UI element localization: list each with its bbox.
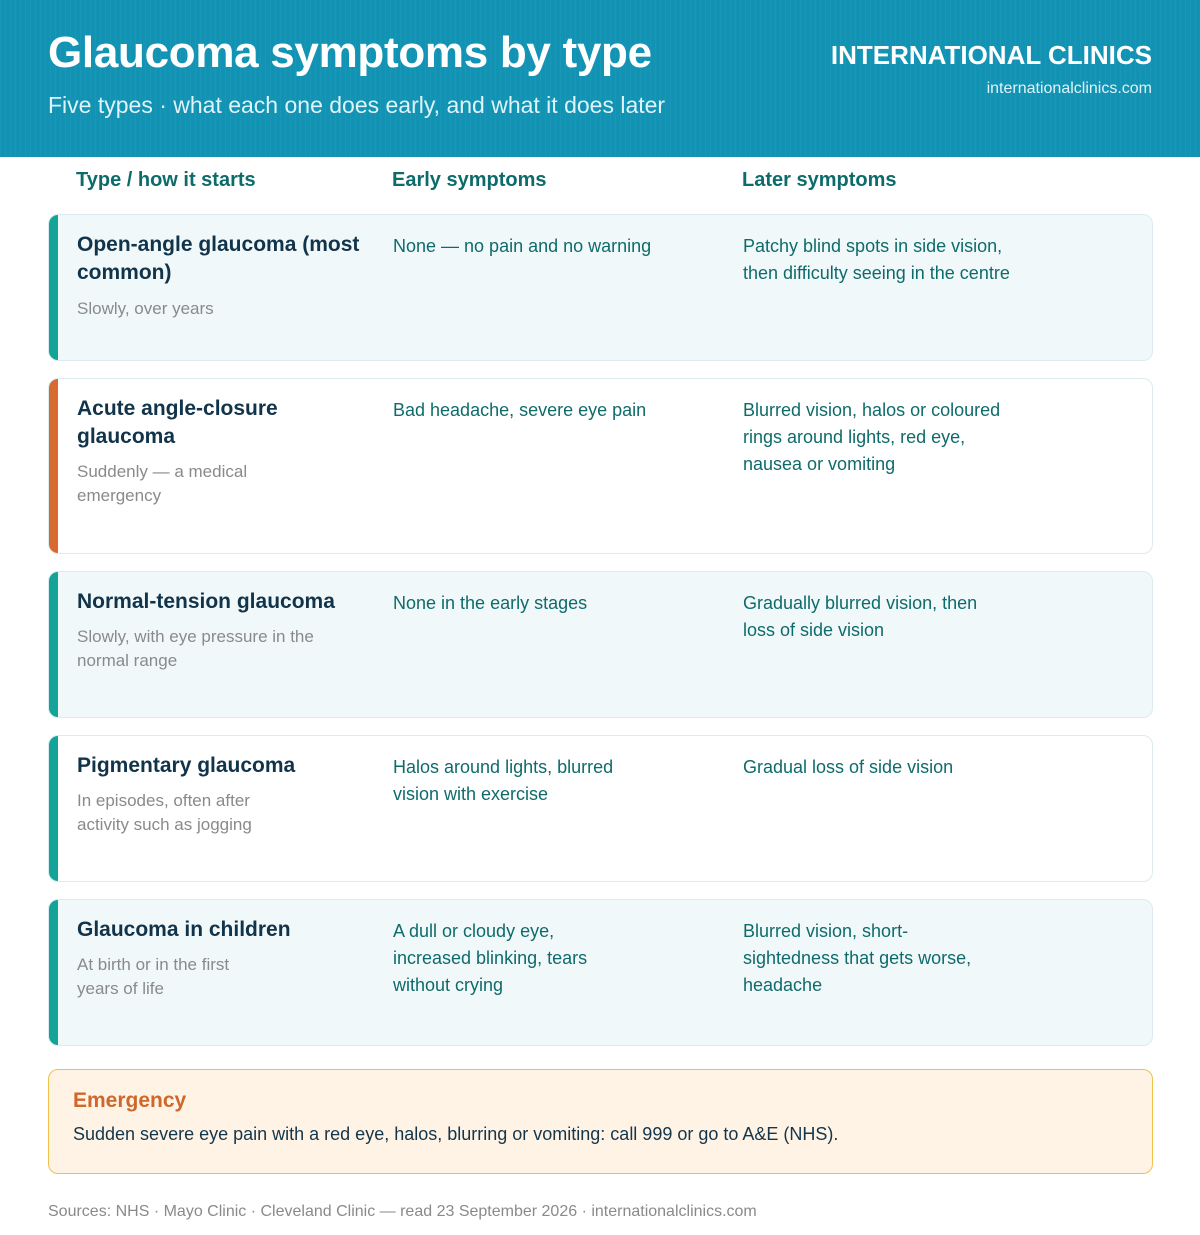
type-onset: Slowly, over years: [77, 299, 214, 318]
page-title: Glaucoma symptoms by type: [48, 28, 652, 77]
type-onset: At birth or in the first years of life: [77, 955, 230, 998]
row-accent-bar: [49, 215, 58, 360]
sources-footer: Sources: NHS · Mayo Clinic · Cleveland Clinic — read 23 September 2026 · internationalclinics.com: [48, 1203, 757, 1220]
early-symptoms: None — no pain and no warning: [393, 236, 652, 256]
later-symptoms: Blurred vision, short-sightedness that gets worse, headache: [743, 921, 972, 995]
column-header-type: Type / how it starts: [76, 169, 256, 191]
later-symptoms: Blurred vision, halos or coloured rings around lights, red eye, nausea or vomiting: [743, 400, 1001, 474]
early-symptoms: Halos around lights, blurred vision with exercise: [393, 757, 614, 804]
type-onset: In episodes, often after activity such as jogging: [77, 791, 252, 834]
later-symptoms: Gradually blurred vision, then loss of side vision: [743, 593, 978, 640]
page-subtitle: Five types · what each one does early, and what it does later: [48, 92, 666, 118]
table-row: [48, 378, 1153, 554]
row-accent-bar: [49, 379, 58, 553]
emergency-text: Sudden severe eye pain with a red eye, halos, blurring or vomiting: call 999 or go to A&E (NHS).: [73, 1124, 839, 1144]
early-symptoms: None in the early stages: [393, 593, 588, 613]
brand-name: INTERNATIONAL CLINICS: [830, 40, 1152, 70]
later-symptoms: Patchy blind spots in side vision, then difficulty seeing in the centre: [743, 236, 1010, 283]
table-row: [48, 899, 1153, 1046]
early-symptoms: A dull or cloudy eye, increased blinking, tears without crying: [393, 921, 588, 995]
type-onset: Suddenly — a medical emergency: [77, 462, 248, 505]
type-name: Acute angle-closure glaucoma: [77, 397, 278, 448]
type-name: Pigmentary glaucoma: [77, 754, 296, 777]
row-accent-bar: [49, 736, 58, 881]
emergency-callout: [48, 1069, 1153, 1174]
emergency-title: Emergency: [73, 1089, 187, 1112]
header-banner: [0, 0, 1200, 157]
row-accent-bar: [49, 572, 58, 717]
row-accent-bar: [49, 900, 58, 1045]
type-onset: Slowly, with eye pressure in the normal range: [77, 627, 314, 670]
type-name: Glaucoma in children: [77, 918, 291, 941]
brand-url: internationalclinics.com: [986, 80, 1152, 97]
table-row: [48, 735, 1153, 882]
type-name: Open-angle glaucoma (most common): [77, 233, 360, 284]
later-symptoms: Gradual loss of side vision: [743, 757, 954, 777]
column-header-early: Early symptoms: [392, 169, 547, 191]
table-row: [48, 571, 1153, 718]
early-symptoms: Bad headache, severe eye pain: [393, 400, 647, 420]
type-name: Normal-tension glaucoma: [77, 590, 335, 613]
column-header-later: Later symptoms: [742, 169, 897, 191]
table-row: [48, 214, 1153, 361]
